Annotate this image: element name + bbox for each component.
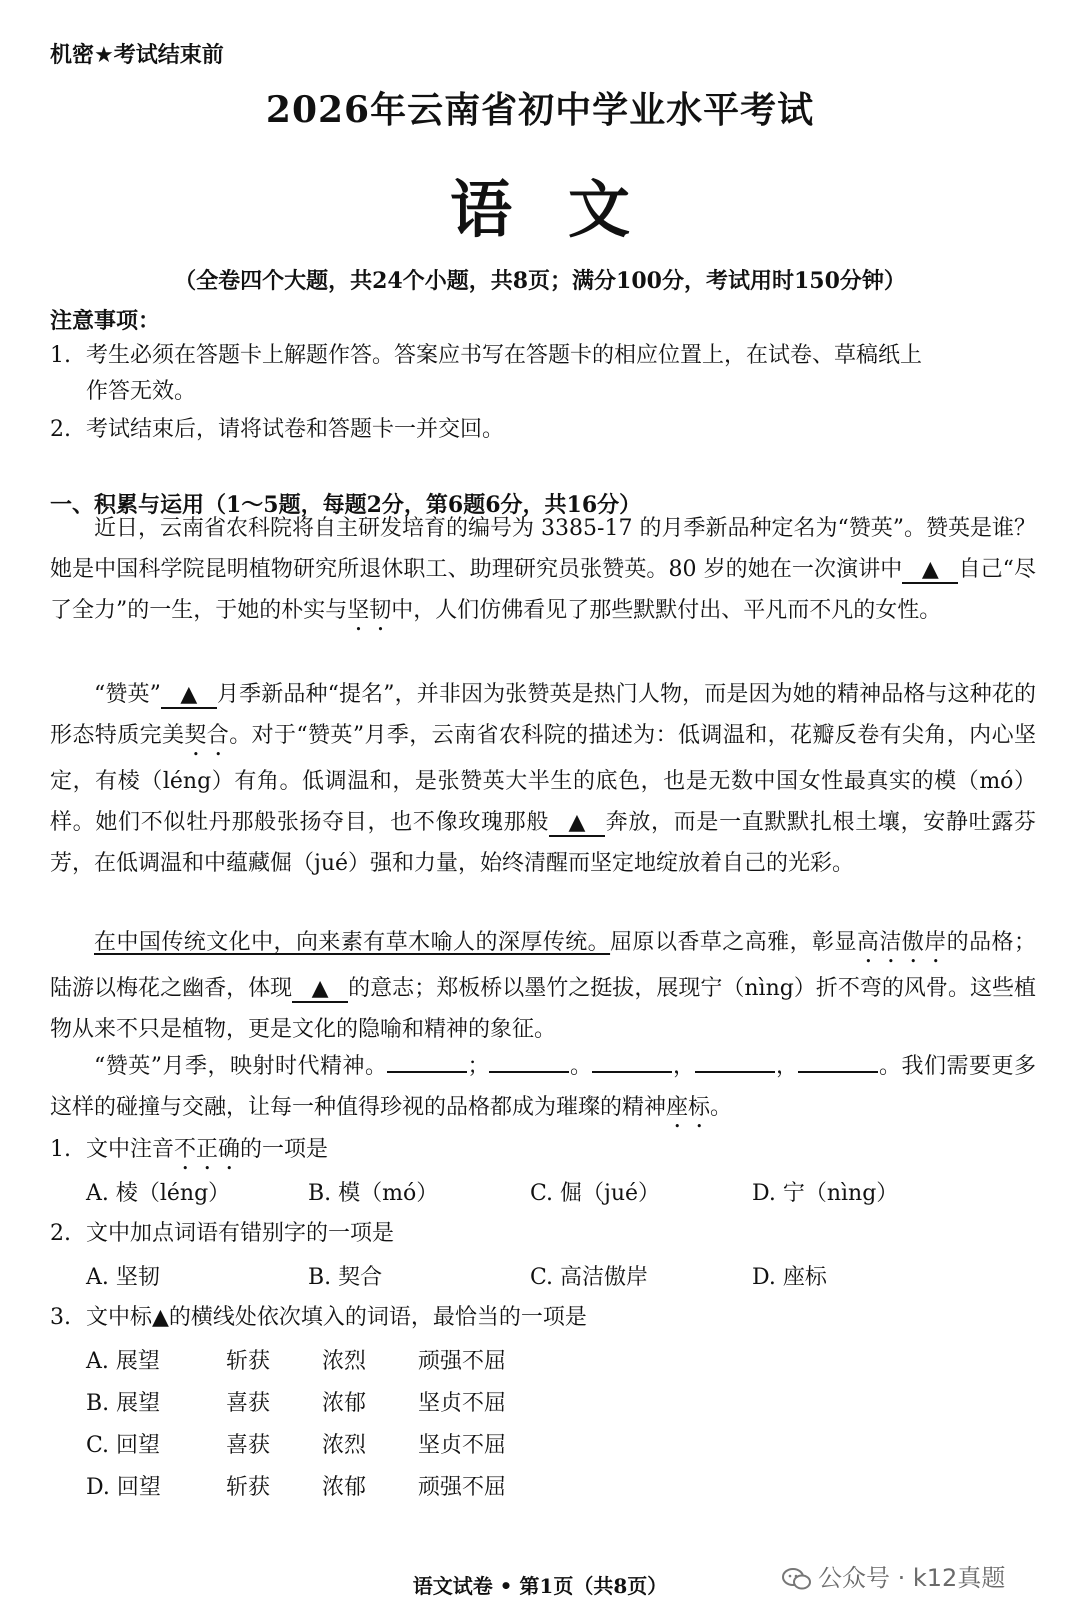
notice-text: 考生必须在答题卡上解题作答。答案应书写在答题卡的相应位置上，在试卷、草稿纸上	[86, 343, 923, 368]
question-3	[50, 1300, 587, 1331]
option-a[interactable]: A. 展望 斩获 浓烈 顽强不屈	[86, 1349, 507, 1374]
question-2-options	[86, 1260, 974, 1291]
answer-blank	[695, 1071, 775, 1073]
answer-blank	[387, 1071, 467, 1073]
confidential-label: 机密★考试结束前	[50, 43, 224, 68]
exam-title: 2026年云南省初中学业水平考试	[265, 89, 815, 131]
option-c[interactable]: C. 高洁傲岸	[530, 1265, 649, 1290]
question-2	[50, 1216, 394, 1247]
option-a[interactable]: A. 坚韧	[86, 1265, 160, 1290]
answer-blank: ▲	[292, 977, 348, 1003]
question-stem: 文中加点词语有错别字的一项是	[86, 1221, 395, 1246]
answer-blank	[489, 1071, 569, 1073]
option-d[interactable]: D. 宁（nìng）	[752, 1181, 899, 1206]
notice-item-1	[50, 338, 1040, 410]
answer-blank: ▲	[549, 811, 605, 837]
passage-paragraph-2: “赞英” ▲ 月季新品种“提名”，并非因为张赞英是热门人物，而是因为她的精神品格与这种花的形态特质完美契合。对于“赞英”月季，云南省农科院的描述为：低调温和，花瓣反卷有尖角，内心坚定，有棱（léng）有角。低调温和，是张赞英大半生的底色，也是无数中国女性最真实的模（mó）样。她们不似牡丹那般张扬夺目，也不像玫瑰那般 ▲ 奔放，而是一直默默扎根土壤，安静吐露芬芳，在低调温和中蕴藏倔（jué）强和力量，始终清醒而坚定地绽放着自己的光彩。	[50, 682, 1037, 876]
notice-text-cont: 作答无效。	[86, 379, 197, 404]
subject-title: 语文	[449, 173, 686, 246]
answer-blank: ▲	[161, 683, 217, 709]
dotted-word: 契合	[184, 723, 230, 748]
passage-paragraph-3: 在中国传统文化中，向来素有草木喻人的深厚传统。屈原以香草之高雅，彰显高洁傲岸的品格；陆游以梅花之幽香，体现 ▲ 的意志；郑板桥以墨竹之挺拔，展现宁（nìng）折不弯的风骨。这些植物从来不只是植物，更是文化的隐喻和精神的象征。	[50, 930, 1036, 1042]
answer-blank	[798, 1071, 878, 1073]
option-c[interactable]: C. 回望 喜获 浓烈 坚贞不屈	[86, 1433, 507, 1458]
option-d[interactable]: D. 回望 斩获 浓郁 顽强不屈	[86, 1475, 507, 1500]
answer-blank	[592, 1071, 672, 1073]
notice-item-2	[50, 412, 1040, 448]
dotted-word: 高洁傲岸	[856, 930, 947, 955]
option-a[interactable]: A. 棱（léng）	[86, 1181, 231, 1206]
passage-paragraph-4: “赞英”月季，映射时代精神。 ； 。 ， ， 。我们需要更多这样的碰撞与交融，让每一种值得珍视的品格都成为璀璨的精神座标。	[50, 1054, 1036, 1120]
question-number: 1.	[50, 1137, 71, 1162]
dotted-word: 座标	[666, 1095, 711, 1120]
wechat-icon	[782, 1568, 812, 1590]
question-1-options	[86, 1176, 974, 1207]
option-b[interactable]: B. 展望 喜获 浓郁 坚贞不屈	[86, 1391, 507, 1416]
question-number: 2.	[50, 1221, 71, 1246]
answer-blank: ▲	[902, 558, 958, 584]
option-d[interactable]: D. 座标	[752, 1265, 827, 1290]
question-number: 3.	[50, 1305, 71, 1330]
question-1: 1. 文中注音不正确的一项是	[50, 1137, 329, 1162]
underlined-sentence: 在中国传统文化中，向来素有草木喻人的深厚传统。	[94, 930, 611, 955]
option-b[interactable]: B. 模（mó）	[308, 1181, 439, 1206]
section-title: 一、积累与运用（1～5题，每题2分，第6题6分，共16分）	[50, 492, 642, 518]
watermark-text: 公众号 · k12真题	[818, 1564, 1006, 1592]
page-footer: 语文试卷 • 第1页（共8页）	[412, 1574, 668, 1598]
notice-num: 2.	[50, 417, 71, 442]
dotted-word: 坚韧	[347, 598, 392, 623]
notice-title: 注意事项：	[50, 308, 161, 334]
dotted-word: 不正确	[174, 1137, 241, 1162]
notice-text: 考试结束后，请将试卷和答题卡一并交回。	[86, 417, 505, 442]
question-stem: 文中标▲的横线处依次填入的词语，最恰当的一项是	[86, 1305, 587, 1330]
exam-info: （全卷四个大题，共24个小题，共8页；满分100分，考试用时150分钟）	[174, 268, 906, 294]
passage-paragraph-1: 近日，云南省农科院将自主研发培育的编号为 3385-17 的月季新品种定名为“赞英”。赞英是谁？她是中国科学院昆明植物研究所退休职工、助理研究员张赞英。80 岁的她在一次演讲中 ▲ 自己“尽了全力”的一生，于她的朴实与坚韧中，人们仿佛看见了那些默默付出、平凡而不凡的女性。	[50, 516, 1036, 623]
notice-num: 1.	[50, 343, 71, 368]
option-c[interactable]: C. 倔（jué）	[530, 1181, 661, 1206]
watermark	[782, 1558, 1005, 1593]
option-b[interactable]: B. 契合	[308, 1265, 383, 1290]
